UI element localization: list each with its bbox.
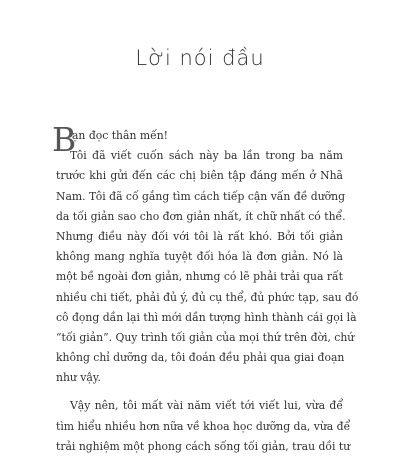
text-line: không mang nghĩa tuyệt đối hóa là đơn giản. Nó là [56,250,343,264]
text-line: “tối giản”. Quy trình tối giản của mọi thứ trên đời, chứ [56,330,355,344]
text-line: trải nghiệm một phong cách sống tối giản, trau dồi tư [56,439,351,453]
text-line: nhiều chi tiết, phải đủ ý, đủ cụ thể, đủ phức tạp, sau đó [56,290,359,304]
paragraph-2 [56,396,351,457]
text-line: cô đọng dần lại thì mới dần tượng hình thành cái gọi là [56,310,357,324]
greeting-text: ạn đọc thân mến! [72,129,169,142]
text-line: tìm hiểu nhiều hơn nữa về khoa học dưỡng da, vừa để [56,419,351,433]
text-line: như vậy. [56,371,101,385]
chapter-title: Lời nói đầu [135,46,265,70]
text-line: Nhưng điều này đối với tôi là rất khó. Bởi tối giản [56,229,343,243]
text-line: Vậy nên, tôi mất vài năm viết tới viết lui, vừa để [70,399,343,413]
text-line: Tôi đã viết cuốn sách này ba lần trong ba năm [70,149,343,163]
drop-cap: B [52,120,77,159]
text-line: da tối giản sao cho đơn giản nhất, ít chữ nhất có thể. [56,209,346,223]
text-line: một bề ngoài đơn giản, nhưng có lẽ phải trải qua rất [56,270,343,284]
text-line: Nam. Tôi đã cố gắng tìm cách tiếp cận vấn đề dưỡng [56,189,346,203]
text-line: không chỉ dưỡng da, tôi đoán đều phải qua giai đoạn [56,351,345,365]
paragraph-gap [56,388,343,396]
text-line: trước khi gửi đến các chị biên tập đáng mến ở Nhã [56,169,343,183]
paragraph-1 [56,146,359,388]
preface-body [52,120,359,457]
